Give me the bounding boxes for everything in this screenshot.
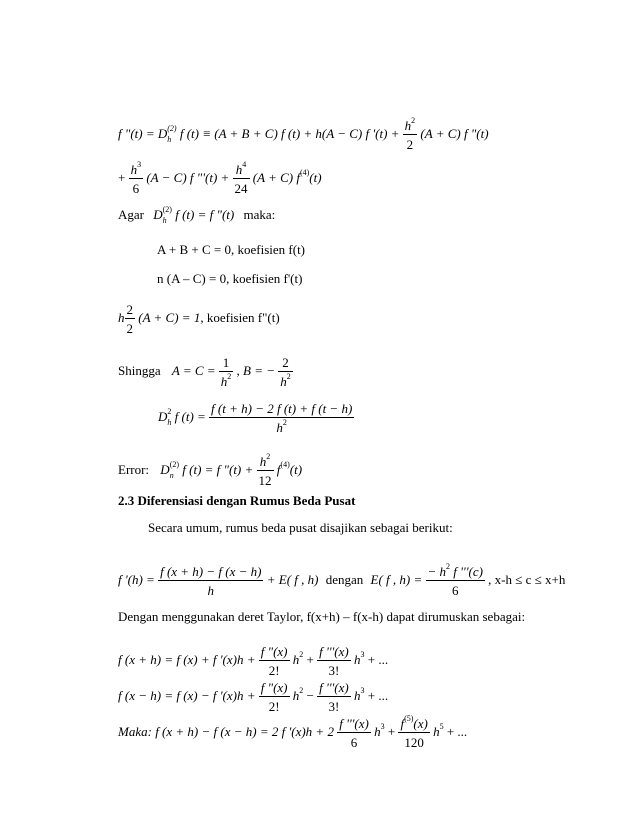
central-error-lhs: E( f , h) = [370,571,423,587]
t1-h2: h [353,651,361,667]
cond3-frac-den: 2 [126,321,133,336]
section-heading: 2.3 Diferensiasi dengan Rumus Beda Pusat [118,493,356,508]
t3-h2: h [433,723,440,739]
eq1l2-mid: (A − C) f "'(t) + [146,169,230,185]
error-expr: f (t) = f "(t) + [182,461,254,477]
t3-frac2-num-tail: (x) [413,716,428,731]
shingga-frac1-num: 1 [219,356,234,372]
dh-lhs: f (t) = [174,408,206,424]
cond3-h: h [118,309,125,325]
t3-h1-sup: 3 [380,721,385,731]
t3-h2-sup: 5 [439,721,444,731]
condition-coef-fppt [118,303,280,335]
eq1-lhs-sup: (2) [167,123,177,133]
t3-h1: h [374,723,381,739]
cond3-fraction [125,303,136,335]
t3-lhs: f (x + h) − f (x − h) = 2 f '(x)h + 2 [155,723,334,739]
agar-d-sub: h [162,216,167,225]
agar-maka: maka: [243,207,276,222]
t3-tail: + ... [446,723,468,739]
t2-minus: − [306,687,314,703]
error-d-sup: (2) [169,459,180,469]
cond3-tail: , koefisien f"(t) [200,309,280,325]
eq1-frac-den: 2 [406,137,414,152]
error-frac-den: 12 [258,473,272,488]
equation-fpp-expansion-line2 [118,160,322,196]
error-frac-num-sup: 2 [266,452,271,461]
central-second-derivative-eq [158,402,354,434]
eq1-mid: f (t) ≡ (A + B + C) f (t) + h(A − C) f '(t) + [179,125,400,141]
central-frac2-num-sup: 2 [446,562,451,571]
t1-plus: + [306,651,314,667]
error-tail: f [276,461,281,477]
shingga-line [118,356,293,388]
shingga-a: A = C = [171,362,216,378]
t1-lhs: f (x + h) = f (x) + f '(x)h + [118,651,256,667]
eq1l2-frac1-num: h [130,162,138,177]
t2-frac2-den: 3! [328,699,340,714]
t3-plus: + [387,723,396,739]
dh-d-sub: h [167,417,172,427]
eq1l2-frac2-den: 24 [234,181,248,196]
error-d-sub: n [169,470,174,480]
central-frac2-num: − h [427,564,447,579]
t2-h2: h [353,687,361,703]
central-lhs: f '(h) = [118,571,155,587]
dh-frac-den-sup: 2 [282,418,287,427]
t1-frac2-num: f '''(x) [319,644,349,659]
t3-frac2-num: f [400,716,405,731]
eq1-lhs-sub: h [167,134,172,144]
t2-h2-sup: 3 [360,685,365,695]
agar-line [118,205,276,225]
t3-frac1-den: 6 [350,735,358,750]
cond3-frac-num: 2 [126,302,133,317]
t3-frac1-num: f '''(x) [339,716,369,731]
shingga-fraction2 [278,356,293,388]
taylor-forward [118,645,388,677]
t1-tail: + ... [367,651,389,667]
t1-frac1-num: f "(x) [260,644,288,659]
cond3-expr: (A + C) = 1 [138,309,201,325]
eq1l2-tail-end: (t) [309,169,322,185]
t1-fraction1 [259,645,290,677]
error-d: D [160,461,170,477]
dh-d-sup: 2 [167,406,172,416]
dh-fraction [209,402,354,434]
shingga-label: Shingga [118,362,161,378]
eq1l2-frac2-num-sup: 4 [242,160,247,169]
t2-frac1-den: 2! [268,699,280,714]
t1-h1-sup: 2 [299,649,304,659]
condition-coef-fpt: n (A – C) = 0, koefisien f'(t) [157,271,303,286]
t2-h1: h [292,687,300,703]
t2-fraction2 [317,681,351,713]
t1-frac2-den: 3! [328,663,340,678]
central-plus-error: + E( f , h) [266,571,319,587]
eq1l2-tail: (A + C) f [252,169,300,185]
eq1l2-fraction1 [129,160,144,196]
central-condition: , x-h ≤ c ≤ x+h [488,571,566,587]
dh-d: D [158,408,168,424]
t1-frac1-den: 2! [268,663,280,678]
eq1l2-frac2-num: h [235,162,243,177]
eq1l2-frac1-den: 6 [132,181,140,196]
eq1l2-frac1-num-sup: 3 [137,160,142,169]
central-dengan: dengan [325,571,364,587]
taylor-intro: Dengan menggunakan deret Taylor, f(x+h) – f(x-h) dapat dirumuskan sebagai: [118,609,526,624]
t3-frac2-num-sup: (5) [404,714,414,723]
eq1-lhs: f "(t) = D [118,125,168,141]
agar-d-sup: (2) [162,205,172,214]
agar-d: D [153,207,163,222]
error-tail-sup: (4) [280,459,290,469]
central-frac-num: f (x + h) − f (x − h) [160,564,262,579]
shingga-frac2-den-sup: 2 [286,372,291,381]
error-frac-num: h [259,454,267,469]
error-tail-end: (t) [289,461,303,477]
t2-fraction1 [259,681,290,713]
error-label: Error: [118,461,150,477]
t2-frac1-num: f "(x) [260,680,288,695]
error-fraction [257,452,274,488]
agar-expr: f (t) = f "(t) [175,207,235,222]
t1-fraction2 [317,645,351,677]
eq1-tail: (A + C) f "(t) [420,125,489,141]
t2-lhs: f (x − h) = f (x) − f '(x)h + [118,687,256,703]
central-fraction [158,565,263,597]
taylor-backward [118,681,388,713]
intro-paragraph: Secara umum, rumus beda pusat disajikan sebagai berikut: [148,520,453,535]
agar-label: Agar [118,207,144,222]
dh-frac-den: h [276,420,283,435]
t3-fraction2 [398,714,429,750]
eq1-fraction [403,116,418,152]
shingga-frac1-den-sup: 2 [227,372,232,381]
condition-coef-ft: A + B + C = 0, koefisien f(t) [157,242,306,257]
eq1l2-tail-sup: (4) [299,167,310,177]
equation-fpp-expansion-line1 [118,116,489,152]
t1-h1: h [292,651,300,667]
eq1-frac-num: h [404,118,412,133]
central-frac-den: h [207,583,215,598]
central-frac2-den: 6 [451,583,459,598]
central-difference-formula [118,562,566,598]
t3-maka: Maka: [118,723,152,739]
t1-h2-sup: 3 [360,649,365,659]
shingga-frac2-den: h [280,374,287,389]
t2-h1-sup: 2 [299,685,304,695]
t2-frac2-num: f '''(x) [319,680,349,695]
taylor-difference [118,714,468,750]
error-line [118,452,303,488]
shingga-frac1-den: h [220,374,228,389]
central-frac2-num-tail: f '''(c) [453,564,483,579]
dh-frac-num: f (t + h) − 2 f (t) + f (t − h) [211,401,353,416]
shingga-b: , B = − [236,362,276,378]
eq1-frac-num-sup: 2 [411,116,416,125]
shingga-frac2-num: 2 [278,356,293,372]
t3-frac2-den: 120 [404,735,424,750]
t3-fraction1 [337,717,371,749]
central-error-fraction [426,562,485,598]
eq1l2-fraction2 [233,160,250,196]
eq1l2-plus: + [118,169,126,185]
shingga-fraction1 [219,356,234,388]
t2-tail: + ... [367,687,389,703]
